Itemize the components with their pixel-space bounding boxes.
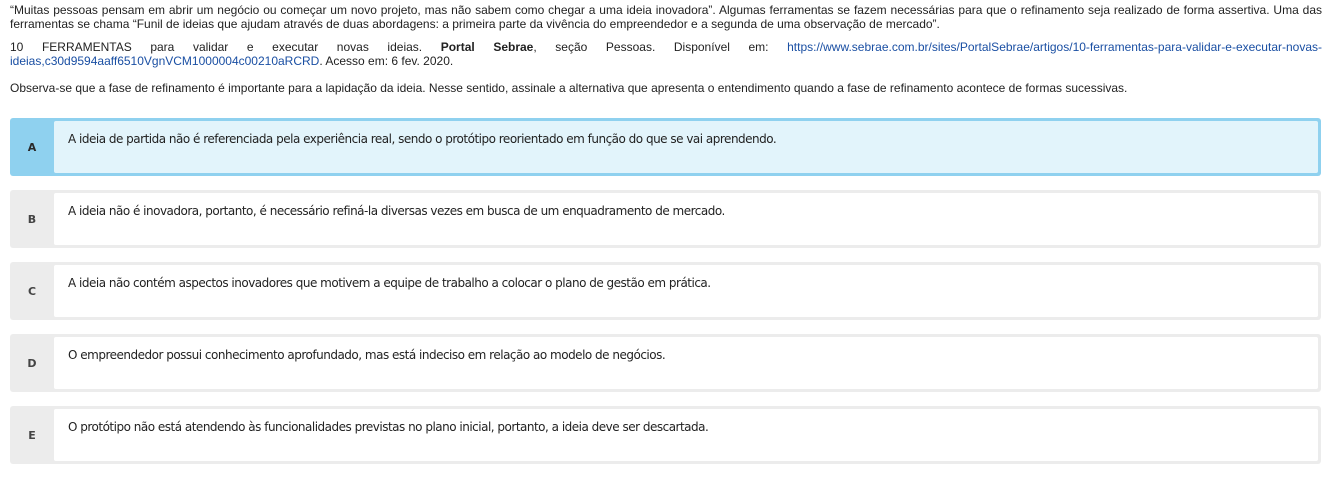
option-letter: E [28, 428, 36, 442]
option-body [54, 409, 1318, 461]
reference-link[interactable]: https://www.sebrae.com.br/sites/PortalSebrae/artigos/10-ferramentas-para-validar-e-executar-novas-ideias,c30d9594aaff6510VgnVCM1000004c00210aRCRD [10, 40, 1322, 68]
question-intro: “Muitas pessoas pensam em abrir um negócio ou começar um novo projeto, mas não sabem como chegar a uma ideia inovadora”. Algumas ferramentas se fazem necessárias para que o refinamento seja realizado de forma assertiva. Uma das ferramentas se chama “Funil de ideias que ajudam através de duas abordagens: a primeira parte da vivência do empreendedor e a segunda de uma observação de mercado”. [10, 3, 1322, 31]
option-text: A ideia não contém aspectos inovadores que motivem a equipe de trabalho a colocar o plano de gestão em prática. [68, 276, 711, 290]
reference-prefix: 10 FERRAMENTAS para validar e executar novas ideias. [10, 40, 441, 54]
question-reference [10, 41, 1322, 68]
option-body [54, 337, 1318, 389]
option-a[interactable] [10, 118, 1321, 176]
option-text: O protótipo não está atendendo às funcionalidades previstas no plano inicial, portanto, a ideia deve ser descartada. [68, 420, 709, 434]
option-letter: A [27, 140, 37, 154]
question-statement [10, 4, 1322, 96]
option-text: O empreendedor possui conhecimento aprofundado, mas está indeciso em relação ao modelo de negócios. [68, 348, 666, 362]
reference-source: Portal Sebrae [440, 40, 534, 54]
option-text: A ideia de partida não é referenciada pela experiência real, sendo o protótipo reorientado em função do que se vai aprendendo. [68, 132, 777, 146]
option-letter: B [27, 212, 37, 226]
question-prompt: Observa-se que a fase de refinamento é importante para a lapidação da ideia. Nesse sentido, assinale a alternativa que apresenta o entendimento quando a fase de refinamento acontece de formas sucessivas. [10, 81, 1128, 95]
option-body [54, 121, 1318, 173]
option-body [54, 265, 1318, 317]
reference-middle: , seção Pessoas. Disponível em: [533, 40, 788, 54]
option-d[interactable] [10, 334, 1321, 392]
option-b[interactable] [10, 190, 1321, 248]
option-e[interactable] [10, 406, 1321, 464]
option-text: A ideia não é inovadora, portanto, é necessário refiná-la diversas vezes em busca de um enquadramento de mercado. [68, 204, 725, 218]
option-c[interactable] [10, 262, 1321, 320]
option-letter: D [27, 356, 37, 370]
option-body [54, 193, 1318, 245]
reference-suffix: . Acesso em: 6 fev. 2020. [319, 53, 454, 68]
option-letter: C [27, 284, 37, 298]
